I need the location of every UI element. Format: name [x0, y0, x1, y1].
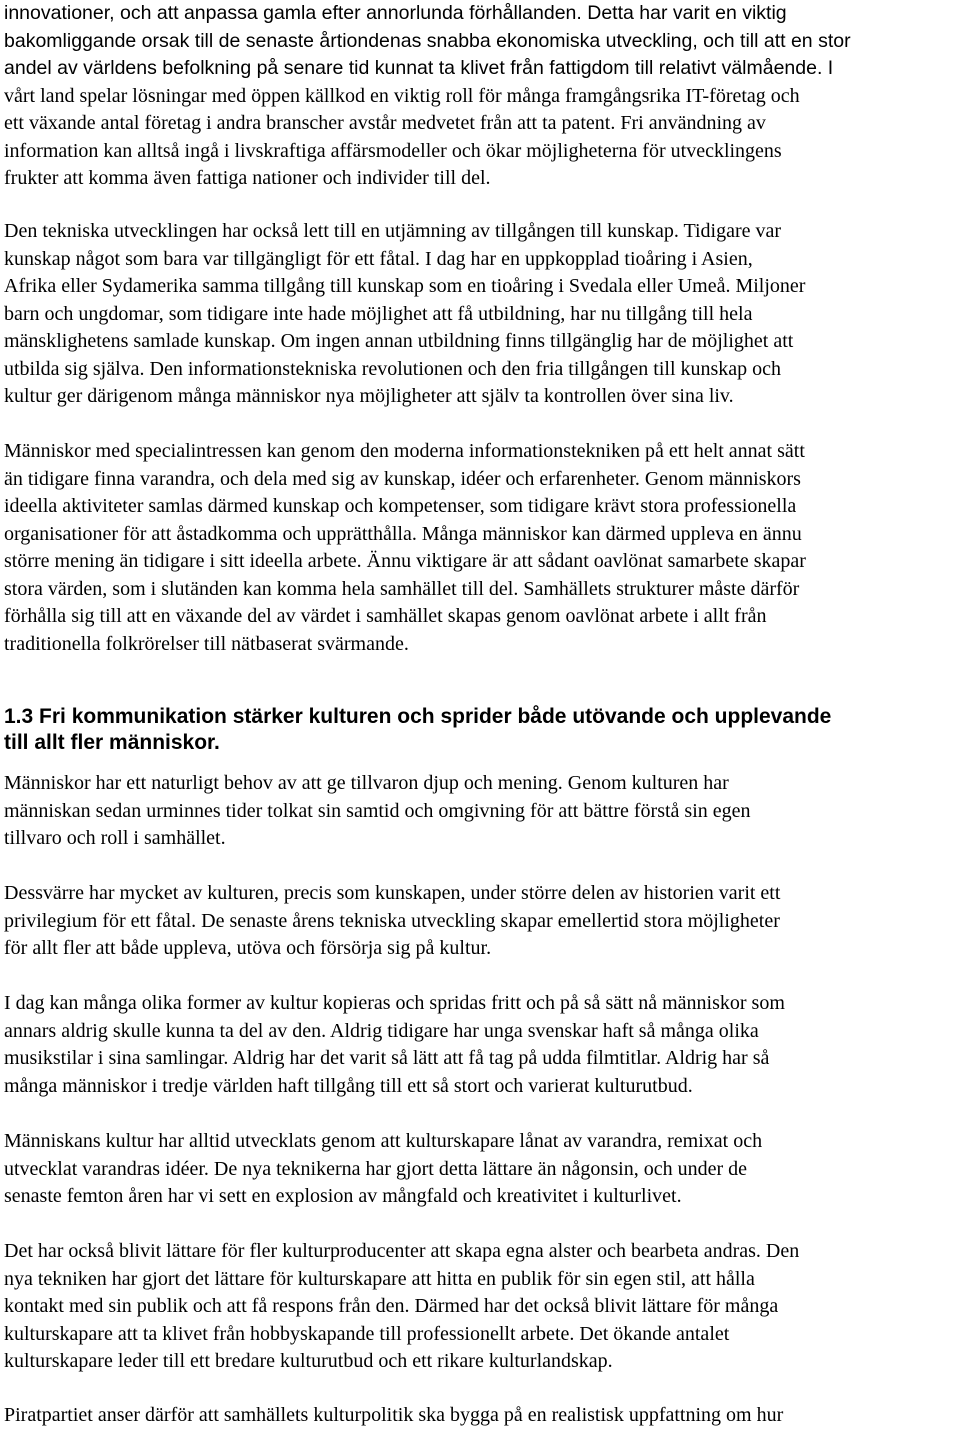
text-line: tillvaro och roll i samhället.: [4, 827, 226, 849]
text-line: Människans kultur har alltid utvecklats genom att kulturskapare lånat av varandra, remixat och: [4, 1130, 763, 1152]
text-line: kultur ger därigenom många människor nya möjligheter att själv ta kontrollen över sina liv.: [4, 385, 734, 407]
text-line: barn och ungdomar, som tidigare inte hade möjlighet att få utbildning, har nu tillgång till hela: [4, 302, 753, 325]
text-line: Det har också blivit lättare för fler kulturproducenter att skapa egna alster och bearbeta andras. Den: [4, 1240, 800, 1262]
heading-line: till allt fler människor.: [4, 731, 220, 754]
text-line: nya tekniken har gjort det lättare för kulturskapare att hitta en publik för sin egen stil, att hålla: [4, 1267, 755, 1290]
text-line: privilegium för ett fåtal. De senaste årens tekniska utveckling skapar emellertid stora möjligheter: [4, 909, 780, 932]
text-line: utbilda sig själva. Den informationstekniska revolutionen och den fria tillgången till kunskap och: [4, 357, 782, 380]
paragraph-meaning: [4, 770, 956, 853]
text-line: Människor har ett naturligt behov av att ge tillvaron djup och mening. Genom kulturen har: [4, 772, 729, 794]
text-line: kunskap något som bara var tillgängligt för ett fåtal. I dag har en uppkopplad tioåring i Asien,: [4, 247, 753, 270]
text-line: vårt land spelar lösningar med öppen källkod en viktig roll för många framgångsrika IT-företag och: [4, 84, 800, 107]
text-line: ideella aktiviteter samlas därmed kunskap och kompetenser, som tidigare krävt stora professionella: [4, 495, 797, 517]
text-line: människan sedan urminnes tider tolkat sin samtid och omgivning för att bättre förstå sin egen: [4, 799, 751, 822]
paragraph-intro: [4, 0, 956, 193]
text-line: Afrika eller Sydamerika samma tillgång till kunskap som en tioåring i Svedala eller Umeå. Miljoner: [4, 275, 806, 297]
text-line: innovationer, och att anpassa gamla efter annorlunda förhållanden. Detta har varit en viktig: [4, 2, 787, 24]
paragraph-special-interests: [4, 438, 956, 658]
text-line: många människor i tredje världen haft tillgång till ett så stort och varierat kulturutbud.: [4, 1074, 693, 1097]
paragraph-remix: [4, 1128, 956, 1211]
text-line: utvecklat varandras idéer. De nya teknikerna har gjort detta lättare än någonsin, och under de: [4, 1157, 748, 1180]
section-heading: [4, 704, 956, 756]
text-line: större mening än tidigare i sitt ideella arbete. Ännu viktigare är att sådant oavlönat samarbete skapar: [4, 550, 806, 572]
text-line: bakomliggande orsak till de senaste årtiondenas snabba ekonomiska utveckling, och till att en stor: [4, 29, 851, 52]
text-line: annars aldrig skulle kunna ta del av den. Aldrig tidigare har unga svenskar haft så många olika: [4, 1019, 759, 1042]
text-line: än tidigare finna varandra, och dela med sig av kunskap, idéer och erfarenheter. Genom människors: [4, 467, 801, 490]
text-line: kulturskapare leder till ett bredare kulturutbud och ett rikare kulturlandskap.: [4, 1350, 613, 1372]
text-line: kontakt med sin publik och att få respons från den. Därmed har det också blivit lättare för många: [4, 1295, 779, 1317]
text-line: I dag kan många olika former av kultur kopieras och spridas fritt och på så sätt nå människor som: [4, 992, 785, 1014]
text-line: frukter att komma även fattiga nationer och individer till del.: [4, 167, 491, 189]
text-line: förhålla sig till att en växande del av värdet i samhället skapas genom oavlönat arbete i allt från: [4, 605, 767, 627]
text-line: Piratpartiet anser därför att samhällets kulturpolitik ska bygga på en realistisk uppfattning om hur: [4, 1404, 784, 1426]
text-line: Den tekniska utvecklingen har också lett till en utjämning av tillgången till kunskap. Tidigare var: [4, 220, 782, 242]
text-line: mänsklighetens samlade kunskap. Om ingen annan utbildning finns tillgänglig har de möjlighet att: [4, 330, 794, 352]
text-line: ett växande antal företag i andra branscher avstår medvetet från att ta patent. Fri användning av: [4, 112, 766, 134]
text-line: senaste femton åren har vi sett en explosion av mångfald och kreativitet i kulturlivet.: [4, 1185, 682, 1207]
text-line: Dessvärre har mycket av kulturen, precis som kunskapen, under större delen av historien varit ett: [4, 882, 781, 904]
text-line: stora värden, som i slutänden kan komma hela samhället till del. Samhällets strukturer måste därför: [4, 577, 800, 600]
heading-line: 1.3 Fri kommunikation stärker kulturen och sprider både utövande och upplevande: [4, 705, 832, 728]
text-line: musikstilar i sina samlingar. Aldrig har det varit så lätt att få tag på udda filmtitlar. Aldrig har så: [4, 1047, 770, 1069]
text-line: för allt fler att både uppleva, utöva och försörja sig på kultur.: [4, 937, 492, 959]
text-line: andel av världens befolkning på senare tid kunnat ta klivet från fattigdom till relativt välmående. I: [4, 57, 834, 79]
text-line: information kan alltså ingå i livskraftiga affärsmodeller och ökar möjligheterna för utvecklingens: [4, 139, 782, 162]
paragraph-copying: [4, 990, 956, 1100]
text-line: Människor med specialintressen kan genom den moderna informationstekniken på ett helt annat sätt: [4, 440, 805, 462]
text-line: kulturskapare att ta klivet från hobbyskapande till professionellt arbete. Det ökande antalet: [4, 1322, 730, 1345]
paragraph-privilege: [4, 880, 956, 963]
paragraph-producers: [4, 1238, 956, 1376]
paragraph-party-view: [4, 1402, 956, 1430]
text-line: organisationer för att åstadkomma och upprätthålla. Många människor kan därmed uppleva en ännu: [4, 522, 802, 545]
paragraph-technical-development: [4, 218, 956, 411]
text-line: traditionella folkrörelser till nätbaserat svärmande.: [4, 632, 409, 655]
